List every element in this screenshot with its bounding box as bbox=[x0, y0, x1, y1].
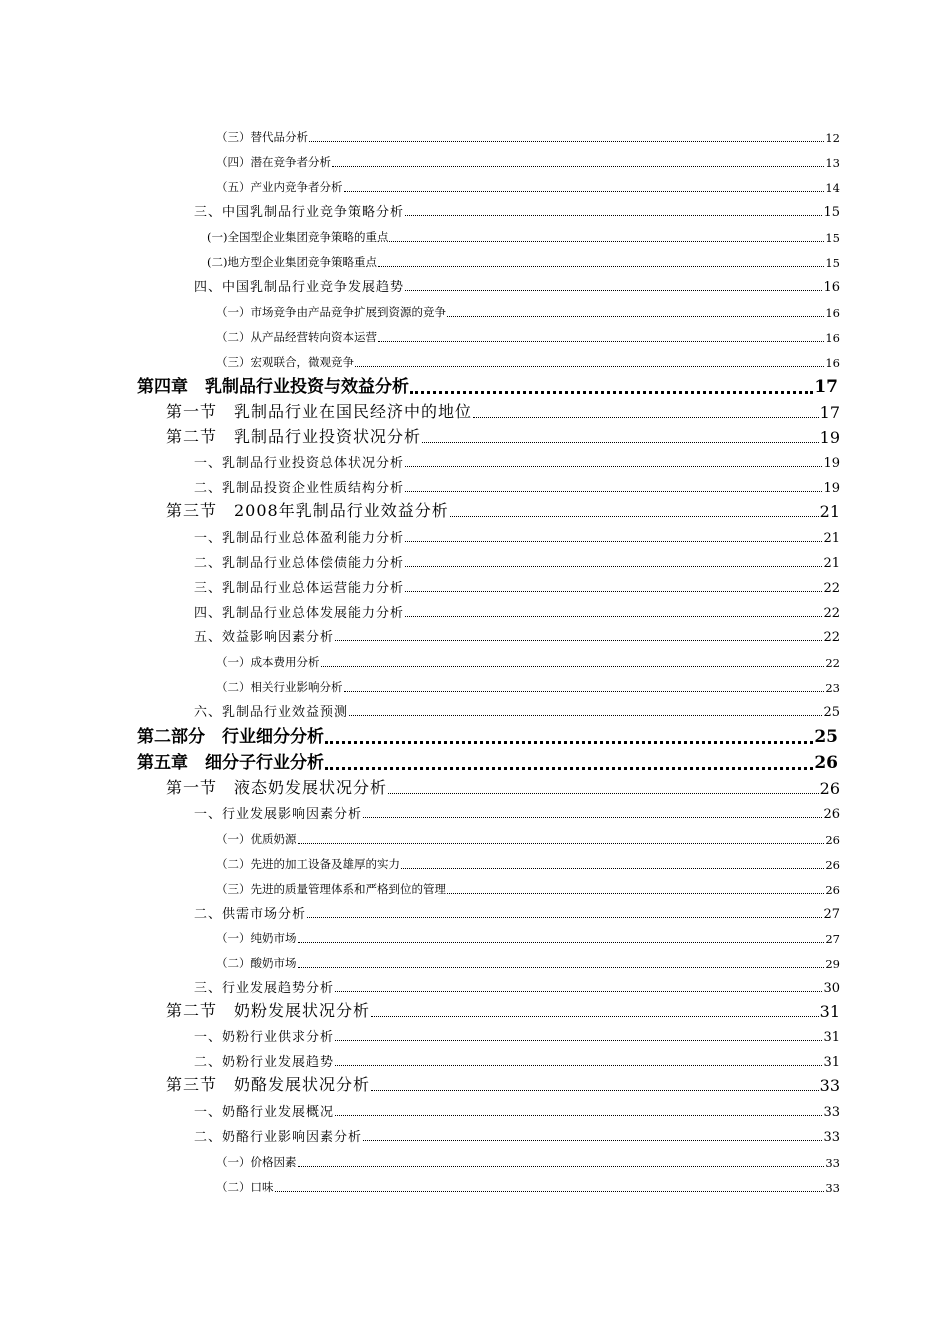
toc-entry[interactable] bbox=[194, 604, 840, 621]
toc-leader-dots bbox=[335, 991, 822, 992]
toc-entry[interactable] bbox=[194, 579, 840, 596]
toc-entry[interactable] bbox=[194, 1028, 840, 1045]
toc-page-number: 16 bbox=[825, 306, 840, 320]
toc-page-number: 16 bbox=[825, 331, 840, 345]
toc-leader-dots bbox=[405, 566, 822, 567]
toc-page-number: 21 bbox=[819, 502, 840, 521]
toc-page-number: 25 bbox=[823, 705, 840, 720]
toc-page-number: 27 bbox=[825, 932, 840, 946]
toc-leader-dots bbox=[335, 1040, 822, 1041]
toc-entry[interactable] bbox=[137, 376, 838, 397]
toc-entry-title: 第四章 乳制品行业投资与效益分析 bbox=[137, 377, 409, 397]
toc-entry[interactable] bbox=[194, 703, 840, 720]
toc-entry-title: 三、中国乳制品行业竞争策略分析 bbox=[194, 205, 405, 220]
toc-entry[interactable] bbox=[207, 255, 840, 271]
toc-page-number: 26 bbox=[819, 779, 840, 798]
toc-leader-dots bbox=[363, 817, 822, 818]
toc-leader-dots bbox=[363, 1140, 822, 1141]
toc-leader-dots bbox=[275, 1191, 825, 1192]
toc-entry-title: (一)全国型企业集团竞争策略的重点 bbox=[207, 230, 389, 244]
toc-page-number: 23 bbox=[825, 681, 840, 695]
toc-entry[interactable] bbox=[137, 726, 838, 747]
toc-entry[interactable] bbox=[166, 501, 840, 521]
toc-entry-title: （一）价格因素 bbox=[216, 1155, 297, 1169]
toc-entry-title: （三）先进的质量管理体系和严格到位的管理 bbox=[216, 882, 446, 896]
toc-entry[interactable] bbox=[216, 130, 840, 146]
toc-entry[interactable] bbox=[216, 180, 840, 196]
toc-leader-dots bbox=[405, 215, 822, 216]
toc-entry[interactable] bbox=[194, 628, 840, 645]
toc-entry[interactable] bbox=[194, 479, 840, 496]
toc-page-number: 15 bbox=[825, 231, 840, 245]
toc-leader-dots bbox=[298, 843, 825, 844]
toc-entry[interactable] bbox=[216, 305, 840, 321]
toc-page-number: 31 bbox=[823, 1030, 840, 1045]
toc-page-number: 16 bbox=[825, 356, 840, 370]
toc-entry-title: 二、奶粉行业发展趋势 bbox=[194, 1055, 335, 1070]
toc-page-number: 19 bbox=[823, 481, 840, 496]
toc-entry-title: （二）相关行业影响分析 bbox=[216, 680, 343, 694]
toc-leader-dots bbox=[405, 616, 822, 617]
toc-entry[interactable] bbox=[216, 680, 840, 696]
toc-entry[interactable] bbox=[216, 857, 840, 873]
toc-page-number: 21 bbox=[823, 556, 840, 571]
toc-entry[interactable] bbox=[216, 330, 840, 346]
toc-page-number: 26 bbox=[823, 807, 840, 822]
toc-entry-title: 一、奶酪行业发展概况 bbox=[194, 1105, 335, 1120]
toc-entry-title: （二）先进的加工设备及雄厚的实力 bbox=[216, 857, 400, 871]
toc-entry-title: 第三节 奶酪发展状况分析 bbox=[166, 1075, 371, 1094]
toc-entry[interactable] bbox=[216, 832, 840, 848]
toc-leader-dots bbox=[325, 767, 813, 770]
toc-page-number: 22 bbox=[825, 656, 840, 670]
toc-page-number: 22 bbox=[823, 606, 840, 621]
toc-leader-dots bbox=[405, 466, 822, 467]
toc-entry[interactable] bbox=[137, 752, 838, 773]
toc-entry[interactable] bbox=[194, 805, 840, 822]
toc-entry-title: 五、效益影响因素分析 bbox=[194, 630, 335, 645]
toc-leader-dots bbox=[321, 666, 825, 667]
toc-entry-title: 四、乳制品行业总体发展能力分析 bbox=[194, 606, 405, 621]
toc-leader-dots bbox=[401, 868, 824, 869]
toc-page-number: 33 bbox=[825, 1156, 840, 1170]
toc-page-number: 26 bbox=[825, 883, 840, 897]
toc-entry[interactable] bbox=[194, 529, 840, 546]
toc-page-number: 33 bbox=[825, 1181, 840, 1195]
toc-entry-title: 四、中国乳制品行业竞争发展趋势 bbox=[194, 280, 405, 295]
toc-entry-title: （二）酸奶市场 bbox=[216, 956, 297, 970]
toc-page-number: 13 bbox=[825, 156, 840, 170]
toc-leader-dots bbox=[447, 316, 824, 317]
toc-entry-title: 第一节 乳制品行业在国民经济中的地位 bbox=[166, 402, 473, 421]
toc-entry[interactable] bbox=[216, 655, 840, 671]
toc-page-number: 12 bbox=[825, 131, 840, 145]
toc-page-number: 15 bbox=[825, 256, 840, 270]
toc-entry-title: 二、奶酪行业影响因素分析 bbox=[194, 1130, 363, 1145]
toc-entry-title: 二、乳制品投资企业性质结构分析 bbox=[194, 481, 405, 496]
toc-entry-title: 二、乳制品行业总体偿债能力分析 bbox=[194, 556, 405, 571]
toc-page-number: 21 bbox=[823, 531, 840, 546]
toc-entry-title: 第二部分 行业细分分析 bbox=[137, 727, 324, 747]
toc-page-number: 22 bbox=[823, 630, 840, 645]
toc-entry[interactable] bbox=[194, 1103, 840, 1120]
toc-page-number: 29 bbox=[825, 957, 840, 971]
toc-leader-dots bbox=[378, 341, 824, 342]
toc-page-number: 31 bbox=[819, 1002, 840, 1021]
toc-leader-dots bbox=[335, 1065, 822, 1066]
toc-leader-dots bbox=[371, 1016, 819, 1017]
toc-page-number: 26 bbox=[814, 753, 838, 773]
toc-entry-title: （一）纯奶市场 bbox=[216, 931, 297, 945]
toc-entry[interactable] bbox=[194, 278, 840, 295]
toc-entry-title: （五）产业内竞争者分析 bbox=[216, 180, 343, 194]
toc-entry-title: （三）宏观联合，微观竞争 bbox=[216, 355, 354, 369]
toc-leader-dots bbox=[325, 741, 813, 744]
toc-entry[interactable] bbox=[207, 230, 840, 246]
toc-leader-dots bbox=[410, 391, 813, 394]
toc-leader-dots bbox=[450, 516, 819, 517]
toc-page-number: 33 bbox=[823, 1105, 840, 1120]
toc-page-number: 17 bbox=[819, 403, 840, 422]
toc-entry-title: 一、奶粉行业供求分析 bbox=[194, 1030, 335, 1045]
toc-page-number: 25 bbox=[814, 727, 838, 747]
toc-entry[interactable] bbox=[166, 778, 840, 798]
toc-leader-dots bbox=[378, 266, 824, 267]
toc-leader-dots bbox=[355, 366, 824, 367]
toc-leader-dots bbox=[349, 715, 822, 716]
toc-entry-title: 第五章 细分子行业分析 bbox=[137, 753, 324, 773]
toc-page-number: 33 bbox=[823, 1130, 840, 1145]
toc-entry[interactable] bbox=[166, 1001, 840, 1021]
toc-page-number: 14 bbox=[825, 181, 840, 195]
toc-entry[interactable] bbox=[194, 454, 840, 471]
toc-leader-dots bbox=[298, 1166, 825, 1167]
toc-entry-title: 三、行业发展趋势分析 bbox=[194, 981, 335, 996]
toc-entry-title: （三）替代品分析 bbox=[216, 130, 308, 144]
toc-entry-title: 第三节 2008年乳制品行业效益分析 bbox=[166, 501, 449, 520]
toc-leader-dots bbox=[309, 141, 824, 142]
toc-entry-title: （一）市场竞争由产品竞争扩展到资源的竞争 bbox=[216, 305, 446, 319]
toc-leader-dots bbox=[405, 491, 822, 492]
toc-leader-dots bbox=[298, 967, 825, 968]
toc-page-number: 19 bbox=[823, 456, 840, 471]
toc-entry-title: （二）口味 bbox=[216, 1180, 274, 1194]
toc-page-number: 31 bbox=[823, 1055, 840, 1070]
toc-entry-title: (二)地方型企业集团竞争策略重点 bbox=[207, 255, 377, 269]
toc-entry[interactable] bbox=[216, 956, 840, 972]
toc-page-number: 15 bbox=[823, 205, 840, 220]
toc-entry-title: （一）优质奶源 bbox=[216, 832, 297, 846]
toc-leader-dots bbox=[344, 691, 825, 692]
toc-entry[interactable] bbox=[216, 155, 840, 171]
toc-entry[interactable] bbox=[216, 1155, 840, 1171]
toc-entry[interactable] bbox=[194, 554, 840, 571]
toc-page-number: 33 bbox=[819, 1076, 840, 1095]
toc-entry-title: 第一节 液态奶发展状况分析 bbox=[166, 778, 388, 797]
toc-page-number: 27 bbox=[823, 907, 840, 922]
toc-entry-title: （四）潜在竞争者分析 bbox=[216, 155, 331, 169]
toc-leader-dots bbox=[473, 417, 819, 418]
toc-entry-title: 第二节 乳制品行业投资状况分析 bbox=[166, 427, 422, 446]
toc-entry[interactable] bbox=[194, 1053, 840, 1070]
toc-entry[interactable] bbox=[194, 1128, 840, 1145]
toc-leader-dots bbox=[422, 442, 819, 443]
toc-leader-dots bbox=[447, 893, 824, 894]
toc-leader-dots bbox=[335, 640, 822, 641]
toc-entry-title: 一、乳制品行业总体盈利能力分析 bbox=[194, 531, 405, 546]
toc-entry-title: 三、乳制品行业总体运营能力分析 bbox=[194, 581, 405, 596]
toc-leader-dots bbox=[332, 166, 824, 167]
toc-entry-title: 一、行业发展影响因素分析 bbox=[194, 807, 363, 822]
toc-entry[interactable] bbox=[166, 402, 840, 422]
toc-leader-dots bbox=[371, 1090, 819, 1091]
toc-page-number: 30 bbox=[823, 981, 840, 996]
toc-entry-title: 一、乳制品行业投资总体状况分析 bbox=[194, 456, 405, 471]
toc-leader-dots bbox=[298, 942, 825, 943]
toc-page-number: 26 bbox=[825, 833, 840, 847]
toc-leader-dots bbox=[405, 290, 822, 291]
toc-entry[interactable] bbox=[216, 355, 840, 371]
toc-entry[interactable] bbox=[216, 931, 840, 947]
toc-entry[interactable] bbox=[166, 427, 840, 447]
toc-leader-dots bbox=[335, 1115, 822, 1116]
toc-page-number: 26 bbox=[825, 858, 840, 872]
toc-leader-dots bbox=[405, 591, 822, 592]
toc-entry[interactable] bbox=[194, 979, 840, 996]
toc-entry[interactable] bbox=[216, 882, 840, 898]
toc-page-number: 17 bbox=[814, 377, 838, 397]
toc-leader-dots bbox=[405, 541, 822, 542]
toc-leader-dots bbox=[307, 917, 822, 918]
toc-entry-title: （一）成本费用分析 bbox=[216, 655, 320, 669]
toc-entry[interactable] bbox=[166, 1075, 840, 1095]
toc-entry[interactable] bbox=[216, 1180, 840, 1196]
toc-entry-title: 二、供需市场分析 bbox=[194, 907, 307, 922]
toc-page-number: 16 bbox=[823, 280, 840, 295]
toc-entry-title: 六、乳制品行业效益预测 bbox=[194, 705, 349, 720]
toc-leader-dots bbox=[388, 793, 819, 794]
toc-leader-dots bbox=[389, 241, 824, 242]
toc-page-number: 22 bbox=[823, 581, 840, 596]
toc-entry-title: 第二节 奶粉发展状况分析 bbox=[166, 1001, 371, 1020]
toc-entry[interactable] bbox=[194, 203, 840, 220]
toc-entry-title: （二）从产品经营转向资本运营 bbox=[216, 330, 377, 344]
toc-leader-dots bbox=[344, 191, 825, 192]
toc-entry[interactable] bbox=[194, 905, 840, 922]
toc-page-number: 19 bbox=[819, 428, 840, 447]
